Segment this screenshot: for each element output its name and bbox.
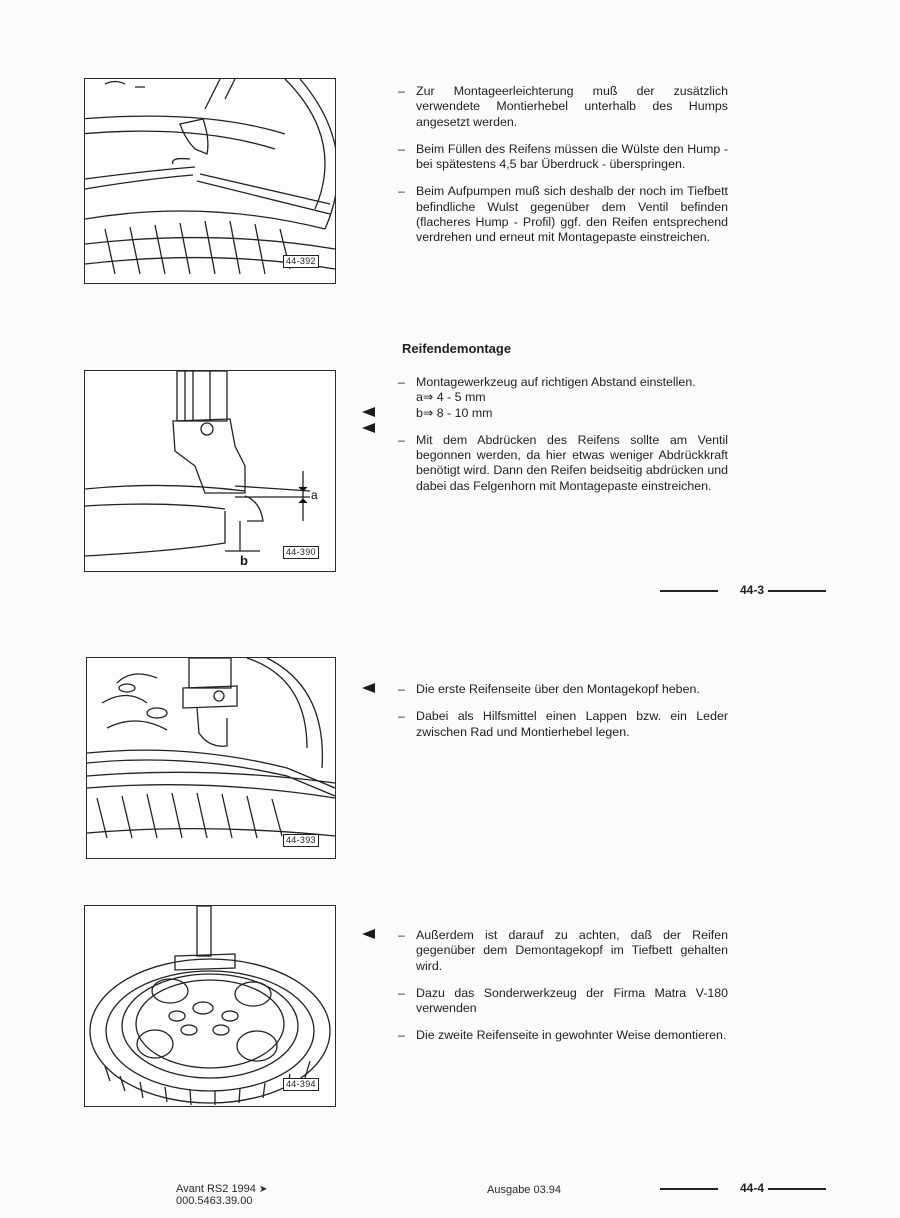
list-item [398,682,728,697]
section4-text [398,928,728,1056]
item-text: Beim Aufpumpen muß sich deshalb der noch im Tiefbett befindliche Wulst gegenüber dem Ventil befinden (flacheres Hump - Profil) ggf. den Reifen entsprechend verdrehen und erneut mit Montagepaste einstreichen. [416,184,728,245]
item-text: Zur Montageerleichterung muß der zusätzlich verwendete Montierhebel unterhalb des Humps angesetzt werden. [416,84,728,129]
list-item [398,709,728,740]
section2-text [398,375,728,506]
item-text: Außerdem ist darauf zu achten, daß der Reifen gegenüber dem Demontagekopf im Tiefbett gehalten wird. [416,928,728,973]
spec-b: b⇒ 8 - 10 mm [416,405,493,420]
figure-44-390 [84,370,336,572]
list-item [398,433,728,494]
dash: – [398,709,405,724]
dash: – [398,184,405,199]
dimension-b-label: b [240,553,248,568]
page-number-rule-left [660,1188,718,1190]
tire-mounting-illustration [85,79,335,283]
spec-a: a⇒ 4 - 5 mm [416,390,486,405]
figure-label: 44-390 [283,546,319,559]
dash: – [398,84,405,98]
page-number-rule-right [768,590,826,592]
dash: – [398,432,405,447]
tire-removal-illustration [87,658,335,858]
section3-text [398,682,728,752]
page-number-rule-left [660,590,718,592]
dash: – [398,928,405,942]
list-item [398,84,728,130]
dash: – [398,1028,405,1043]
tool-distance-illustration [85,371,335,571]
list-item [398,142,728,173]
section1-text [398,84,728,258]
reference-arrow-icon [362,929,375,939]
page-number-rule-right [768,1188,826,1190]
footer-edition: Ausgabe 03.94 [487,1184,562,1196]
list-item [398,1028,728,1043]
model-arrow-icon: ➤ [258,1184,268,1195]
dash: – [398,141,405,156]
list-item [398,928,728,974]
figure-44-393 [86,657,336,859]
item-text: Dazu das Sonderwerkzeug der Firma Matra V-180 verwenden [416,985,728,1016]
page-number: 44-4 [740,1181,765,1195]
page-number: 44-3 [740,583,765,597]
dash: – [398,682,405,696]
wheel-demounting-illustration [85,906,335,1106]
reference-arrow-icon [362,423,375,433]
list-item [398,986,728,1017]
model-name: Avant RS2 1994 [176,1183,256,1195]
item-text: Montagewerkzeug auf richtigen Abstand einstellen. [416,375,696,389]
list-item [398,375,728,421]
reference-arrow-icon [362,683,375,693]
item-text: Die erste Reifenseite über den Montagekopf heben. [416,682,700,696]
dimension-a-label: a [311,488,318,502]
item-text: Die zweite Reifenseite in gewohnter Weise demontieren. [416,1028,727,1043]
item-text: Mit dem Abdrücken des Reifens sollte am Ventil begonnen werden, da hier etwas weniger Abdrückkraft benötigt wird. Dann den Reifen beidseitig abdrücken und dabei das Felgenhorn mit Montagepaste einstreichen. [416,432,728,493]
figure-label: 44-393 [283,834,319,847]
reference-arrow-icon [362,407,375,417]
figure-44-392 [84,78,336,284]
item-text: Dabei als Hilfsmittel einen Lappen bzw. ein Leder zwischen Rad und Montierhebel legen. [416,709,728,739]
figure-label: 44-392 [283,255,319,268]
dash: – [398,985,405,1000]
section-heading: Reifendemontage [402,341,512,356]
footer-doc-number: 000.5463.39.00 [176,1195,253,1207]
figure-label: 44-394 [283,1078,319,1091]
item-text: Beim Füllen des Reifens müssen die Wülste den Hump - bei spätestens 4,5 bar Überdruck - überspringen. [416,141,728,172]
figure-44-394 [84,905,336,1107]
dash: – [398,375,405,389]
list-item [398,184,728,245]
